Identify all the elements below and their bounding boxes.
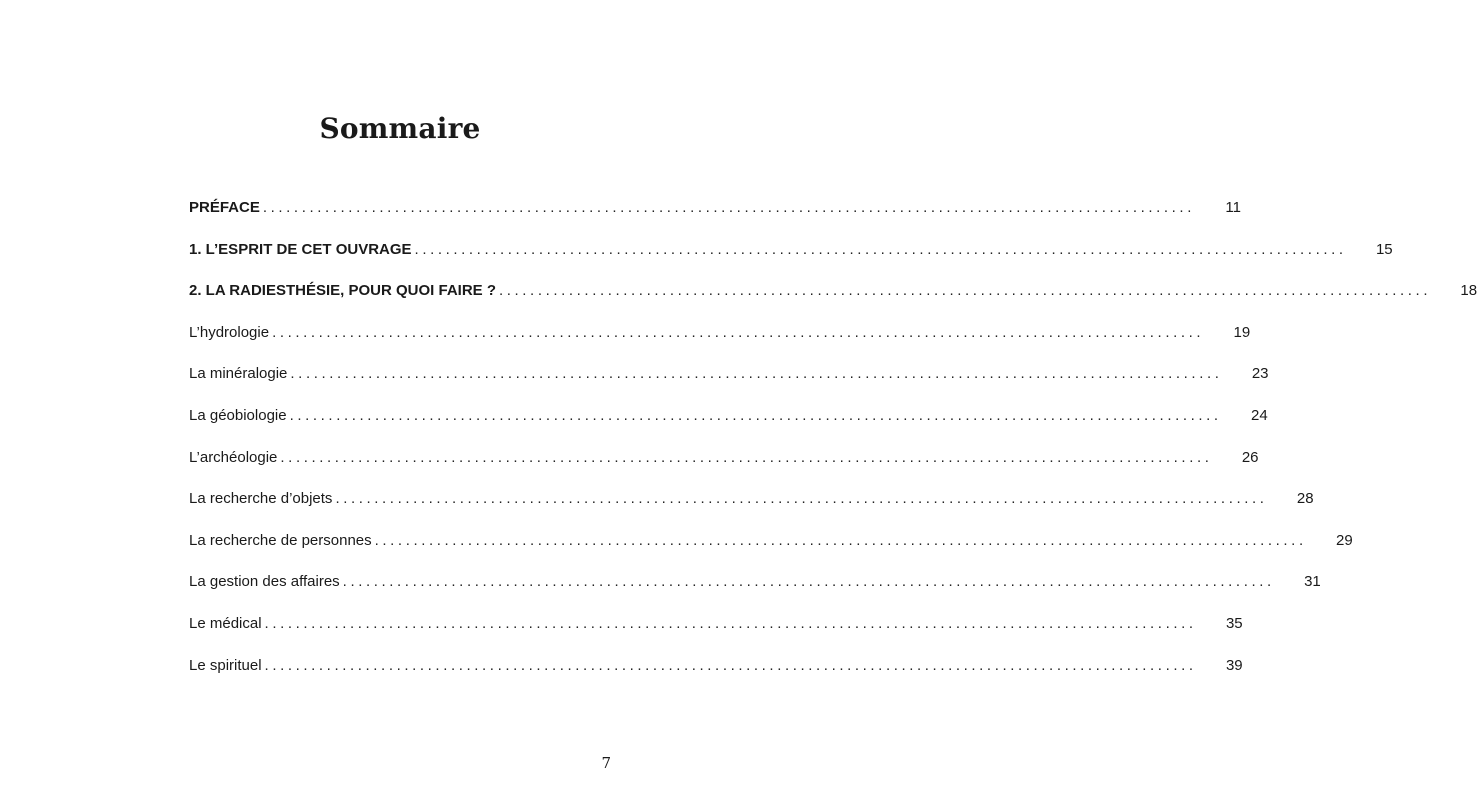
toc-leader-dots: ........................................................................................................................ [272, 324, 1205, 341]
toc-leader-dots: ........................................................................................................................ [414, 241, 1347, 258]
toc-leader-dots: ........................................................................................................................ [290, 365, 1223, 382]
toc-entry-label: La minéralogie [189, 365, 288, 382]
page-title: Sommaire [319, 112, 481, 145]
toc-entry-label: La recherche d’objets [189, 490, 333, 507]
toc-leader-dots: ........................................................................................................................ [335, 490, 1268, 507]
page-number: 7 [601, 754, 611, 772]
toc-leader-dots: ........................................................................................................................ [498, 282, 1432, 299]
toc-entry-label: L’hydrologie [189, 324, 270, 341]
toc-leader-dots: ........................................................................................................................ [264, 657, 1197, 674]
toc-entry-label: Le médical [189, 615, 262, 632]
toc-entry-page: 31 [1304, 573, 1321, 590]
toc-entry [189, 241, 1393, 261]
toc-leader-dots: ........................................................................................................................ [262, 199, 1195, 216]
toc-entry [189, 657, 1243, 677]
toc-entry-label: 2. LA RADIESTHÉSIE, POUR QUOI FAIRE ? [189, 282, 496, 299]
toc-leader-dots: ........................................................................................................................ [280, 449, 1213, 466]
toc-entry-page: 15 [1375, 241, 1393, 258]
toc-entry [189, 449, 1259, 469]
toc-entry-label: La gestion des affaires [189, 573, 340, 590]
toc-entry-label: PRÉFACE [189, 199, 260, 216]
toc-leader-dots: ........................................................................................................................ [289, 407, 1222, 424]
toc-entry-page: 26 [1241, 449, 1259, 466]
toc-entry-page: 19 [1233, 324, 1251, 341]
toc-entry-page: 39 [1225, 657, 1243, 674]
toc-entry [189, 199, 1241, 219]
toc-entry-label: L’archéologie [189, 449, 278, 466]
toc-entry-page: 23 [1251, 365, 1269, 382]
toc-entry [189, 407, 1268, 427]
toc-entry-label: Le spirituel [189, 657, 262, 674]
toc-entry-page: 18 [1460, 282, 1477, 299]
toc-entry [189, 324, 1251, 344]
toc-leader-dots: ........................................................................................................................ [342, 573, 1275, 590]
toc-entry [189, 365, 1269, 385]
toc-entry [189, 615, 1243, 635]
toc-entry [189, 532, 1353, 552]
toc-entry [189, 282, 1477, 302]
toc-entry [189, 573, 1321, 593]
toc-entry-page: 29 [1336, 532, 1353, 549]
toc-entry-label: La recherche de personnes [189, 532, 372, 549]
toc-entry-label: 1. L’ESPRIT DE CET OUVRAGE [189, 241, 412, 258]
toc-entry-page: 28 [1296, 490, 1314, 507]
toc-leader-dots: ........................................................................................................................ [264, 615, 1197, 632]
toc-entry-page: 35 [1225, 615, 1243, 632]
toc-leader-dots: ........................................................................................................................ [374, 532, 1307, 549]
toc-entry-page: 24 [1251, 407, 1268, 424]
toc-entry-label: La géobiologie [189, 407, 287, 424]
toc-entry-page: 11 [1225, 199, 1241, 216]
toc-entry [189, 490, 1314, 510]
